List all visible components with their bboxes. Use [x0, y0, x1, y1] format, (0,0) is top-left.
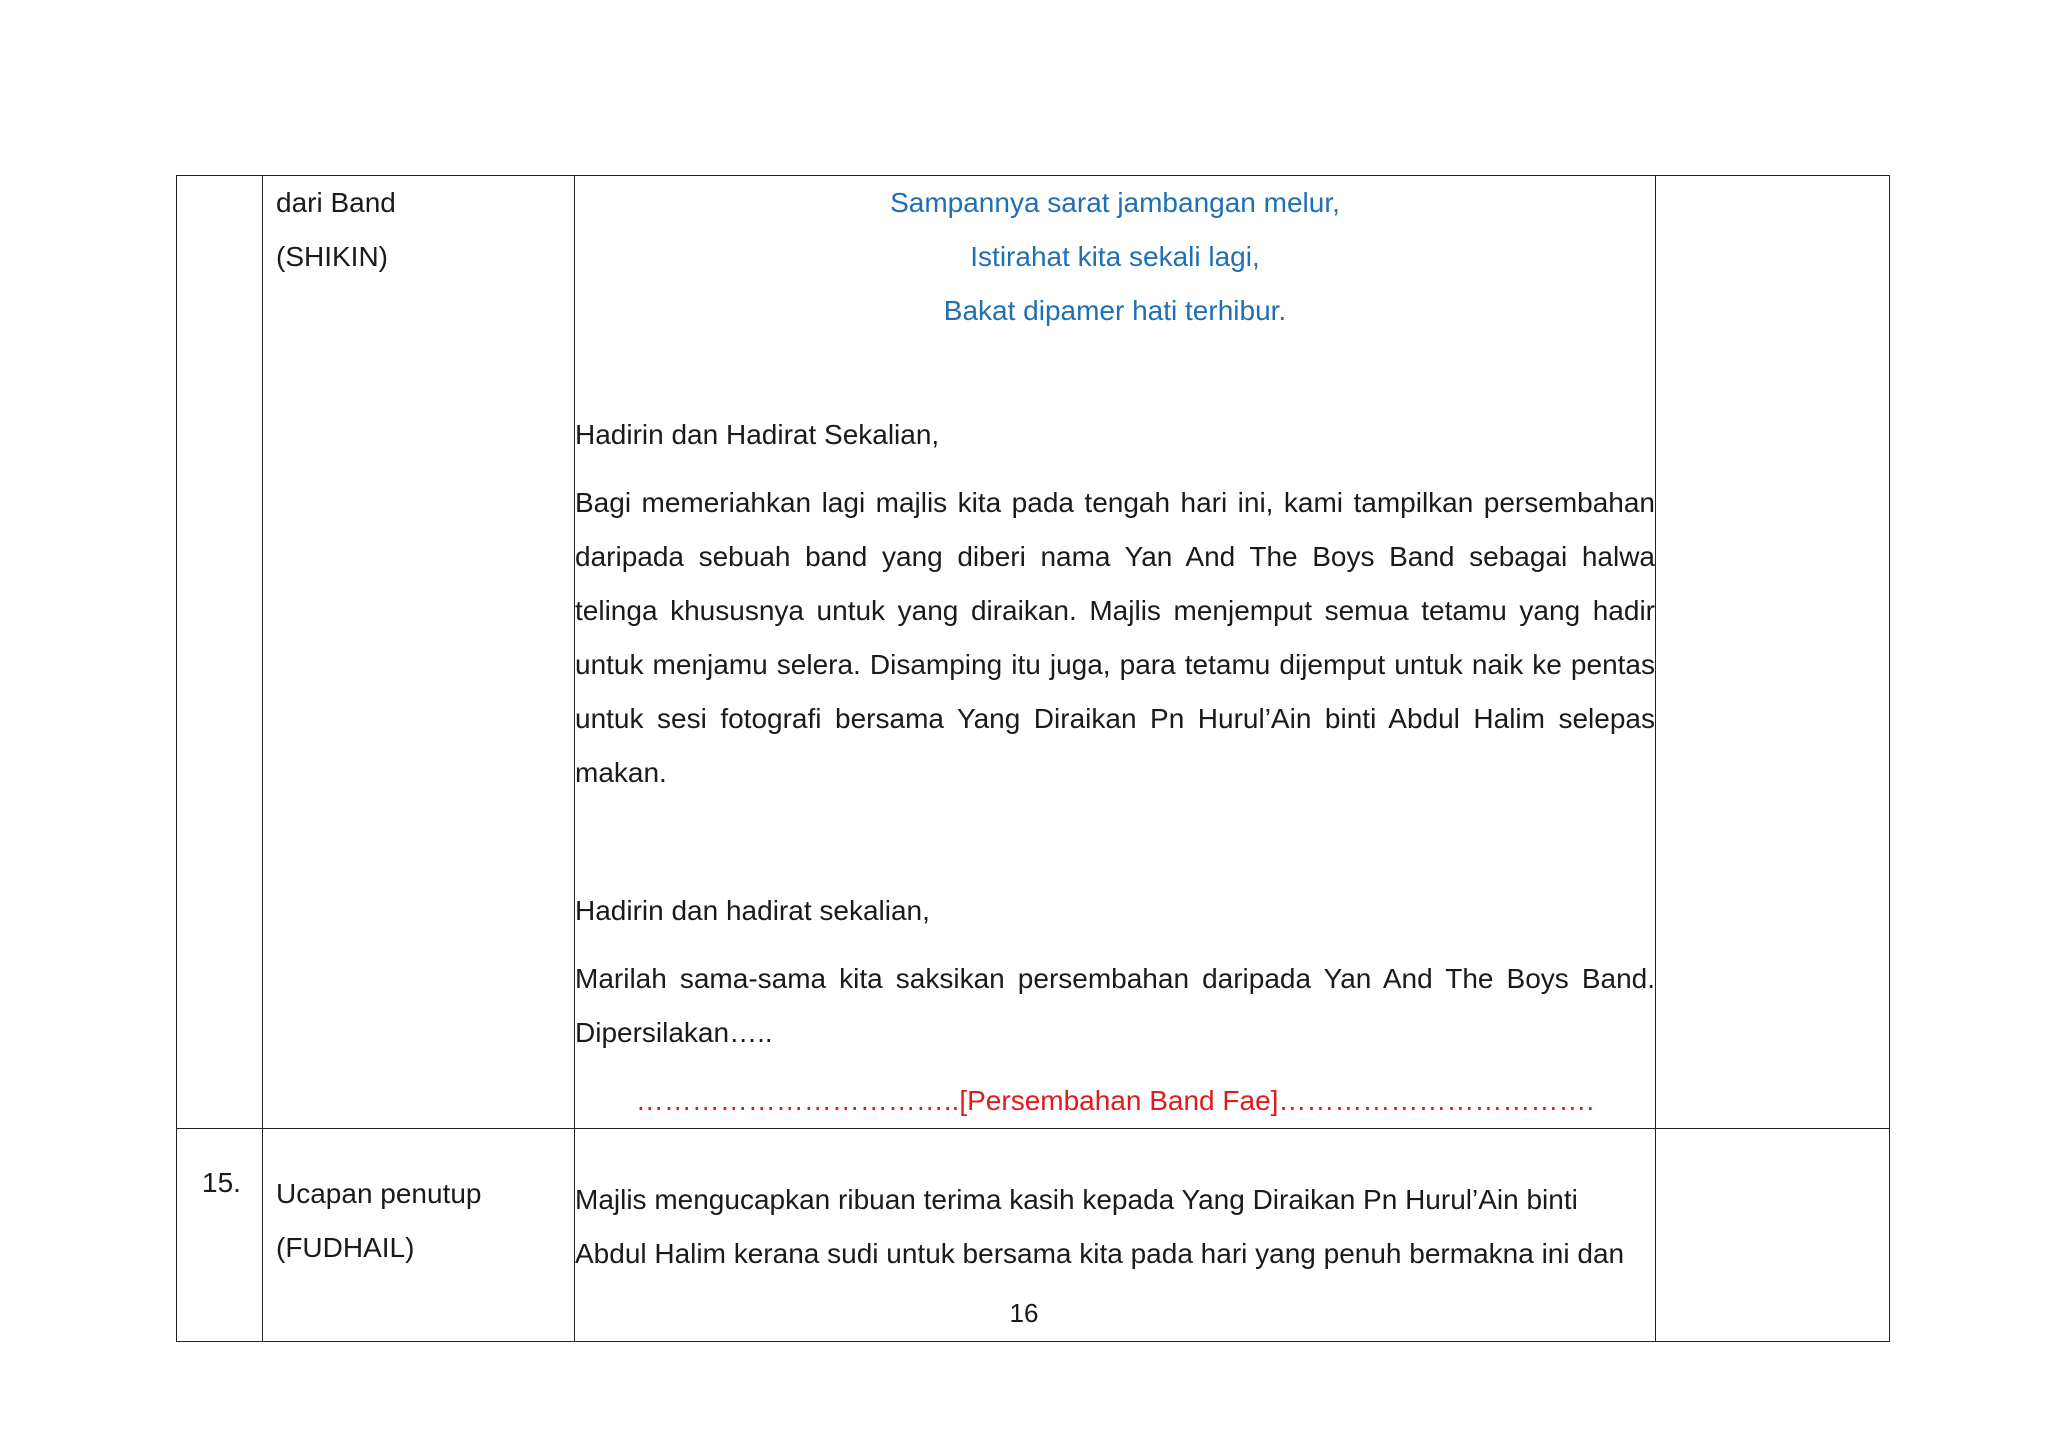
- program-table: [176, 175, 1890, 1342]
- salutation: Hadirin dan Hadirat Sekalian,: [575, 419, 940, 450]
- item-cell: [263, 176, 575, 1129]
- item-line: (SHIKIN): [276, 241, 388, 272]
- pantun-line: Istirahat kita sekali lagi,: [970, 241, 1260, 272]
- pantun-line: Sampannya sarat jambangan melur,: [890, 187, 1340, 218]
- text-line: Abdul Halim kerana sudi untuk bersama kita pada hari yang penuh bermakna ini dan: [575, 1238, 1625, 1269]
- text-line: Majlis mengucapkan ribuan terima kasih kepada Yang Diraikan Pn Hurul’Ain binti: [575, 1184, 1578, 1215]
- salutation: Hadirin dan hadirat sekalian,: [575, 895, 930, 926]
- page-number: 16: [1009, 1298, 1039, 1328]
- paragraph: Bagi memeriahkan lagi majlis kita pada tengah hari ini, kami tampilkan persembahan daripada sebuah band yang diberi nama Yan And The Boys Band sebagai halwa telinga khususnya untuk yang diraikan. Majlis menjemput semua tetamu yang hadir untuk menjamu selera. Disamping itu juga, para tetamu dijemput untuk naik ke pentas untuk sesi fotografi bersama Yang Diraikan Pn Hurul’Ain binti Abdul Halim selepas makan.: [575, 487, 1655, 788]
- row-number: 15.: [202, 1167, 241, 1198]
- table-row: [177, 176, 1890, 1129]
- note-cell: [1656, 176, 1890, 1129]
- paragraph: Marilah sama-sama kita saksikan persembahan daripada Yan And The Boys Band. Dipersilakan…..: [575, 963, 1655, 1048]
- item-line: dari Band: [276, 187, 396, 218]
- number-cell: [177, 176, 263, 1129]
- pantun-line: Bakat dipamer hati terhibur.: [943, 295, 1287, 326]
- performance-note: ……………………………..[Persembahan Band Fae]…………………………….: [635, 1085, 1595, 1116]
- item-line: (FUDHAIL): [276, 1232, 415, 1263]
- script-cell: [575, 176, 1656, 1129]
- item-line: Ucapan penutup: [276, 1178, 482, 1209]
